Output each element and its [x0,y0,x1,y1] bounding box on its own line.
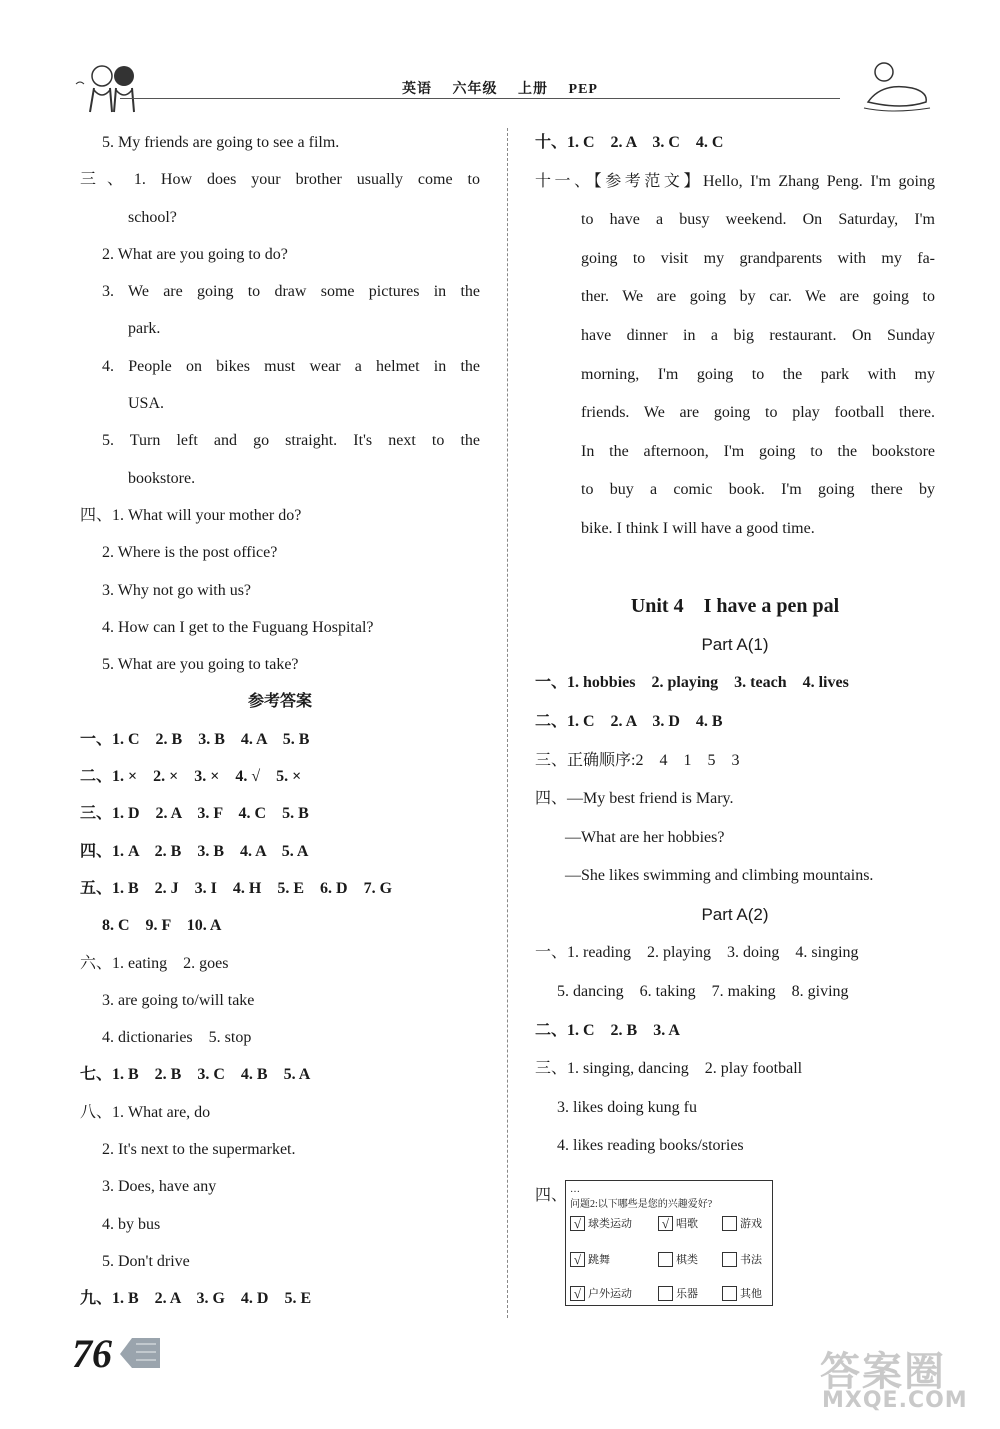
answer-line: 3. are going to/will take [102,991,255,1009]
survey-option-label: 棋类 [676,1254,698,1266]
answer-line: 四、1. A 2. B 3. B 4. A 5. A [80,842,309,860]
text-line: 5. My friends are going to see a film. [102,134,340,151]
survey-option [570,1251,610,1267]
spacer [535,549,935,588]
survey-option [722,1215,762,1231]
survey-number: 四、 [535,1187,568,1204]
answer-line: 一、1. hobbies 2. playing 3. teach 4. lives [535,674,849,692]
text-line: 4. People on bikes must wear a helmet in the [102,357,480,375]
checkbox: √ [658,1216,673,1231]
checkbox [658,1286,673,1301]
left-column [80,124,480,1318]
survey-option-label: 书法 [740,1254,762,1266]
unit-title: Unit 4 I have a pen pal [630,595,840,618]
survey-option [722,1251,762,1267]
text-line: USA. [128,395,165,413]
right-column [535,124,935,1166]
survey-question-text: 问题2:以下哪些是您的兴趣爱好? [570,1199,713,1210]
essay-line: going to visit my grandparents with my fa- [581,249,935,267]
watermark-text: 答案圈 [820,1349,946,1395]
essay-line: bike. I think I will have a good time. [581,519,815,537]
answers-heading: 参考答案 [247,693,312,711]
survey-option-label: 唱歌 [676,1218,698,1230]
part-heading: Part A(2) [701,904,769,924]
column-divider [507,128,508,1318]
survey-question [570,1184,712,1210]
text-line: 三、1. How does your brother usually come to [80,171,480,189]
answer-line: 8. C 9. F 10. A [102,917,222,935]
page-number-ornament [116,1334,162,1372]
checkbox [722,1216,737,1231]
answer-line: 四、—My best friend is Mary. [535,790,734,808]
checkbox [722,1252,737,1267]
checkbox: √ [570,1216,585,1231]
essay-line: In the afternoon, I'm going to the bookstore [581,442,935,460]
answer-line: 十、1. C 2. A 3. C 4. C [535,134,724,151]
survey-option-label: 乐器 [676,1288,698,1300]
text-line: 四、1. What will your mother do? [80,506,302,524]
answer-line: —She likes swimming and climbing mountains. [565,867,874,885]
essay-line: to buy a comic book. I'm going there by [581,481,935,499]
survey-option-label: 其他 [740,1288,762,1300]
part-heading: Part A(1) [701,634,769,654]
text-line: 3. Why not go with us? [102,581,252,599]
checkbox: √ [570,1286,585,1301]
answer-line: 五、1. B 2. J 3. I 4. H 5. E 6. D 7. G [80,879,393,897]
watermark [820,1340,980,1420]
survey-option [570,1285,632,1301]
answer-line: 5. Don't drive [102,1252,190,1270]
survey-option [570,1215,632,1231]
checkbox [722,1286,737,1301]
answer-line: 一、1. C 2. B 3. B 4. A 5. B [80,730,310,748]
header-rule [120,98,840,99]
answer-line: 2. It's next to the supermarket. [102,1141,296,1159]
text-line: bookstore. [128,469,196,487]
survey-dots: … [570,1184,580,1195]
text-line: 5. What are you going to take? [102,656,299,674]
survey-option [658,1285,698,1301]
answer-line: 三、1. singing, dancing 2. play football [535,1060,803,1078]
survey-option [658,1215,698,1231]
essay-line: friends. We are going to play football there. [581,404,935,422]
answer-line: 三、1. D 2. A 3. F 4. C 5. B [80,805,309,823]
answer-line: 3. Does, have any [102,1178,217,1196]
text-line: 4. How can I get to the Fuguang Hospital? [102,618,374,636]
cartoon-whale-illustration [862,58,932,114]
text-line: 2. Where is the post office? [102,544,278,562]
answer-line: 4. likes reading books/stories [557,1137,744,1155]
answer-line: —What are her hobbies? [565,828,725,846]
answer-line: 二、1. C 2. A 3. D 4. B [535,712,723,730]
text-line: school? [128,208,177,226]
answer-line: 一、1. reading 2. playing 3. doing 4. singing [535,944,859,962]
checkbox [658,1252,673,1267]
essay-line: morning, I'm going to the park with my [581,365,935,383]
answer-line: 3. likes doing kung fu [557,1098,697,1116]
answer-line: 六、1. eating 2. goes [80,954,229,972]
text-line: park. [128,320,161,338]
survey-option-label: 游戏 [740,1218,762,1230]
survey-option [722,1285,762,1301]
essay-line: 十一、【参考范文】Hello, I'm Zhang Peng. I'm going [535,172,935,190]
page-number: 76 [72,1331,112,1376]
header-subject: 英语 [402,82,433,97]
answer-line: 二、1. × 2. × 3. × 4. √ 5. × [80,768,302,786]
header-volume: 上册 [518,82,549,97]
essay-line: ther. We are going by car. We are going to [581,288,935,306]
survey-box [565,1180,773,1306]
text-line: 5. Turn left and go straight. It's next to the [102,432,480,450]
checkbox: √ [570,1252,585,1267]
answer-line: 5. dancing 6. taking 7. making 8. giving [557,983,849,1001]
answer-line: 八、1. What are, do [80,1103,211,1121]
text-line: 3. We are going to draw some pictures in the [102,283,480,301]
essay-line: have dinner in a big restaurant. On Sunday [581,326,935,344]
answer-line: 三、正确顺序:2 4 1 5 3 [535,751,740,769]
answer-line: 七、1. B 2. B 3. C 4. B 5. A [80,1066,311,1084]
answer-line: 二、1. C 2. B 3. A [535,1021,680,1039]
header-edition: PEP [568,82,598,97]
survey-option-label: 球类运动 [588,1218,632,1230]
survey-option [658,1251,698,1267]
text-line: 2. What are you going to do? [102,245,288,263]
running-header [0,78,1000,98]
answer-line: 4. by bus [102,1215,161,1233]
survey-option-label: 户外运动 [588,1288,632,1300]
header-grade: 六年级 [452,82,498,97]
watermark-url: MXQE.COM [822,1388,968,1413]
answer-line: 4. dictionaries 5. stop [102,1029,252,1047]
essay-line: to have a busy weekend. On Saturday, I'm [581,211,935,229]
survey-option-label: 跳舞 [588,1254,610,1266]
answer-line: 九、1. B 2. A 3. G 4. D 5. E [80,1290,312,1308]
